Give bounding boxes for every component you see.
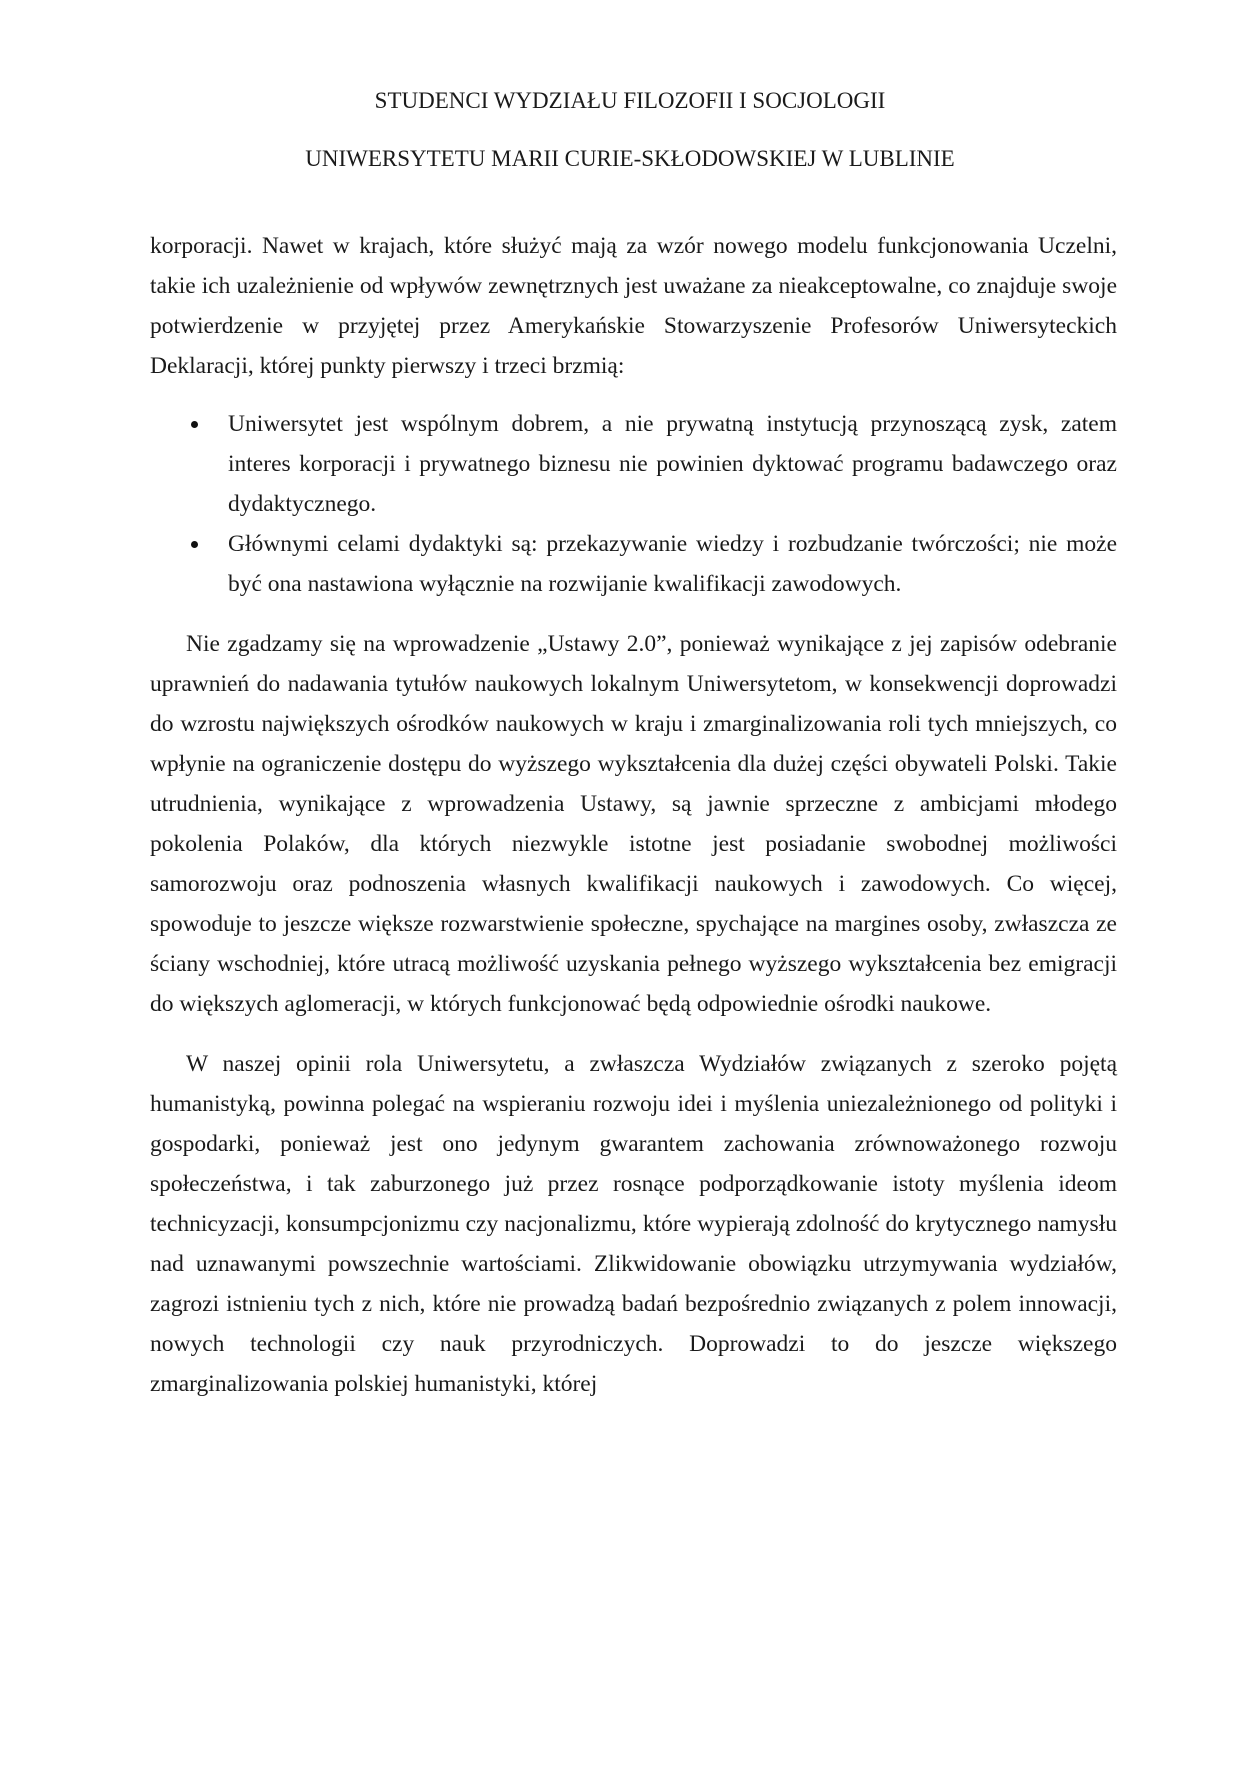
document-body xyxy=(150,226,1117,1404)
bullet-item-2 xyxy=(228,524,1117,604)
bullet-text-1: Uniwersytet jest wspólnym dobrem, a nie prywatną instytucją przynoszącą zysk, zatem interes korporacji i prywatnego biznesu nie powinien dyktować programu badawczego oraz dydaktycznego. xyxy=(228,411,1117,517)
bullet-dot-icon xyxy=(191,541,198,548)
bullet-list xyxy=(150,404,1117,604)
paragraph-1: korporacji. Nawet w krajach, które służyć mają za wzór nowego modelu funkcjonowania Uczelni, takie ich uzależnienie od wpływów zewnętrznych jest uważane za nieakceptowalne, co znajduje swoje potwierdzenie w przyjętej przez Amerykańskie Stowarzyszenie Profesorów Uniwersyteckich Deklaracji, której punkty pierwszy i trzeci brzmią: xyxy=(150,233,1117,379)
header-line-2: UNIWERSYTETU MARII CURIE-SKŁODOWSKIEJ W LUBLINIE xyxy=(305,146,955,171)
bullet-item-1 xyxy=(228,404,1117,524)
header-line-1: STUDENCI WYDZIAŁU FILOZOFII I SOCJOLOGII xyxy=(374,88,886,113)
document-header xyxy=(0,72,1260,188)
bullet-dot-icon xyxy=(191,421,198,428)
bullet-text-2: Głównymi celami dydaktyki są: przekazywanie wiedzy i rozbudzanie twórczości; nie może być ona nastawiona wyłącznie na rozwijanie kwalifikacji zawodowych. xyxy=(228,531,1117,597)
paragraph-3: W naszej opinii rola Uniwersytetu, a zwłaszcza Wydziałów związanych z szeroko pojętą humanistyką, powinna polegać na wspieraniu rozwoju idei i myślenia uniezależnionego od polityki i gospodarki, ponieważ jest ono jedynym gwarantem zachowania zrównoważonego rozwoju społeczeństwa, i tak zaburzonego już przez rosnące podporządkowanie istoty myślenia ideom technicyzacji, konsumpcjonizmu czy nacjonalizmu, które wypierają zdolność do krytycznego namysłu nad uznawanymi powszechnie wartościami. Zlikwidowanie obowiązku utrzymywania wydziałów, zagrozi istnieniu tych z nich, które nie prowadzą badań bezpośrednio związanych z polem innowacji, nowych technologii czy nauk przyrodniczych. Doprowadzi to do jeszcze większego zmarginalizowania polskiej humanistyki, której xyxy=(150,1051,1117,1397)
paragraph-2: Nie zgadzamy się na wprowadzenie „Ustawy 2.0”, ponieważ wynikające z jej zapisów odebranie uprawnień do nadawania tytułów naukowych lokalnym Uniwersytetom, w konsekwencji doprowadzi do wzrostu największych ośrodków naukowych w kraju i zmarginalizowania roli tych mniejszych, co wpłynie na ograniczenie dostępu do wyższego wykształcenia dla dużej części obywateli Polski. Takie utrudnienia, wynikające z wprowadzenia Ustawy, są jawnie sprzeczne z ambicjami młodego pokolenia Polaków, dla których niezwykle istotne jest posiadanie swobodnej możliwości samorozwoju oraz podnoszenia własnych kwalifikacji naukowych i zawodowych. Co więcej, spowoduje to jeszcze większe rozwarstwienie społeczne, spychające na margines osoby, zwłaszcza ze ściany wschodniej, które utracą możliwość uzyskania pełnego wyższego wykształcenia bez emigracji do większych aglomeracji, w których funkcjonować będą odpowiednie ośrodki naukowe. xyxy=(150,631,1117,1017)
